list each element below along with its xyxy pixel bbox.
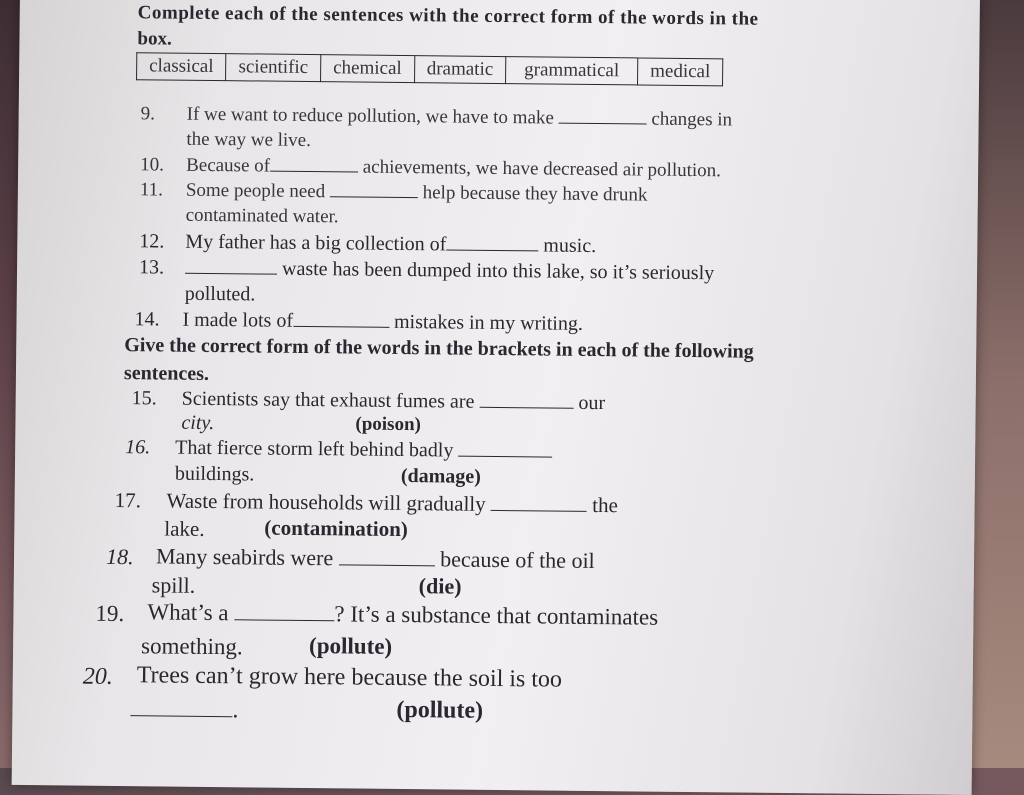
question-number: 20. bbox=[82, 663, 113, 690]
answer-blank[interactable] bbox=[458, 456, 552, 458]
word-hint: (die) bbox=[418, 573, 462, 599]
question-17-cont: lake. bbox=[164, 516, 205, 541]
question-text: because of the oil bbox=[440, 546, 595, 574]
section1-instruction-cont: box. bbox=[137, 28, 172, 50]
section2-instruction-cont: sentences. bbox=[123, 362, 210, 385]
question-15-text bbox=[182, 388, 606, 415]
question-14-text bbox=[182, 309, 583, 336]
question-19-cont: something. bbox=[140, 633, 243, 660]
question-10-text bbox=[186, 155, 721, 183]
question-11-cont: contaminated water. bbox=[185, 204, 339, 228]
question-text: changes in bbox=[651, 108, 733, 131]
worksheet-page bbox=[12, 0, 980, 795]
question-number: 19. bbox=[95, 600, 125, 627]
question-text: What’s a bbox=[147, 599, 229, 626]
question-15-cont: city. bbox=[181, 411, 215, 435]
question-number: 15. bbox=[131, 387, 157, 410]
word-box bbox=[136, 52, 723, 86]
question-text: ? It’s a substance that contaminates bbox=[334, 601, 659, 630]
word-hint: (pollute) bbox=[396, 696, 484, 724]
question-16-cont: buildings. bbox=[174, 462, 255, 486]
question-18-cont: spill. bbox=[151, 572, 196, 598]
question-20-cont bbox=[130, 696, 238, 724]
word-box-item: classical bbox=[137, 53, 227, 81]
question-text: music. bbox=[543, 234, 597, 258]
question-text: achievements, we have decreased air pollution. bbox=[362, 156, 722, 182]
question-16-text bbox=[175, 437, 552, 464]
question-19-text bbox=[147, 599, 658, 630]
question-text: That fierce storm left behind badly bbox=[175, 436, 454, 462]
question-9-text bbox=[187, 104, 733, 132]
word-hint: (pollute) bbox=[308, 633, 393, 659]
word-box-item: grammatical bbox=[506, 57, 638, 85]
word-box-item: dramatic bbox=[414, 56, 506, 84]
question-11-text bbox=[186, 180, 648, 207]
question-number: 13. bbox=[138, 256, 165, 279]
question-number: 18. bbox=[105, 543, 134, 570]
question-number: 10. bbox=[140, 154, 165, 176]
answer-blank[interactable] bbox=[234, 619, 334, 621]
question-number: 17. bbox=[114, 487, 142, 513]
word-box-item: chemical bbox=[321, 55, 415, 83]
answer-blank[interactable] bbox=[293, 326, 389, 328]
question-20-text: Trees can’t grow here because the soil is too bbox=[136, 662, 563, 693]
question-number: 14. bbox=[134, 308, 160, 331]
question-text: waste has been dumped into this lake, so it’s seriously bbox=[281, 257, 715, 285]
question-18-text bbox=[156, 543, 595, 574]
section1-instruction: Complete each of the sentences with the correct form of the words in the bbox=[137, 2, 759, 30]
question-text: My father has a big collection of bbox=[185, 230, 447, 256]
question-9-cont: the way we live. bbox=[186, 128, 312, 152]
word-hint: (damage) bbox=[400, 464, 482, 488]
question-13-text bbox=[185, 257, 714, 286]
answer-blank[interactable] bbox=[185, 273, 277, 275]
question-text: help because they have drunk bbox=[422, 182, 648, 206]
word-box-item: medical bbox=[638, 58, 723, 86]
question-number: 16. bbox=[125, 436, 151, 459]
question-text: our bbox=[578, 391, 606, 415]
answer-blank[interactable] bbox=[330, 196, 418, 198]
question-number: 11. bbox=[139, 179, 164, 201]
question-text: mistakes in my writing. bbox=[393, 310, 584, 335]
question-number: 12. bbox=[139, 230, 165, 253]
question-text: Waste from households will gradually bbox=[166, 488, 486, 516]
question-text: . bbox=[232, 697, 239, 724]
question-text: If we want to reduce pollution, we have to make bbox=[186, 103, 554, 129]
answer-blank[interactable] bbox=[479, 407, 573, 409]
answer-blank[interactable] bbox=[559, 123, 647, 125]
answer-blank[interactable] bbox=[130, 715, 232, 717]
question-13-cont: polluted. bbox=[184, 282, 256, 306]
answer-blank[interactable] bbox=[491, 510, 587, 512]
question-text: Some people need bbox=[185, 179, 326, 203]
question-number: 9. bbox=[140, 103, 156, 125]
word-box-item: scientific bbox=[226, 54, 321, 82]
word-hint: (contamination) bbox=[264, 515, 408, 542]
word-hint: (poison) bbox=[355, 413, 422, 436]
section2-instruction: Give the correct form of the words in the brackets in each of the following bbox=[124, 334, 754, 363]
question-text: Because of bbox=[186, 154, 271, 177]
question-text: Scientists say that exhaust fumes are bbox=[181, 387, 475, 413]
answer-blank[interactable] bbox=[339, 564, 435, 566]
question-12-text bbox=[185, 231, 596, 258]
answer-blank[interactable] bbox=[270, 171, 358, 173]
question-text: Many seabirds were bbox=[155, 543, 334, 571]
question-text: I made lots of bbox=[182, 308, 294, 332]
question-17-text bbox=[166, 489, 617, 519]
question-text: the bbox=[592, 492, 618, 518]
answer-blank[interactable] bbox=[446, 249, 538, 251]
question-9 bbox=[141, 103, 155, 125]
